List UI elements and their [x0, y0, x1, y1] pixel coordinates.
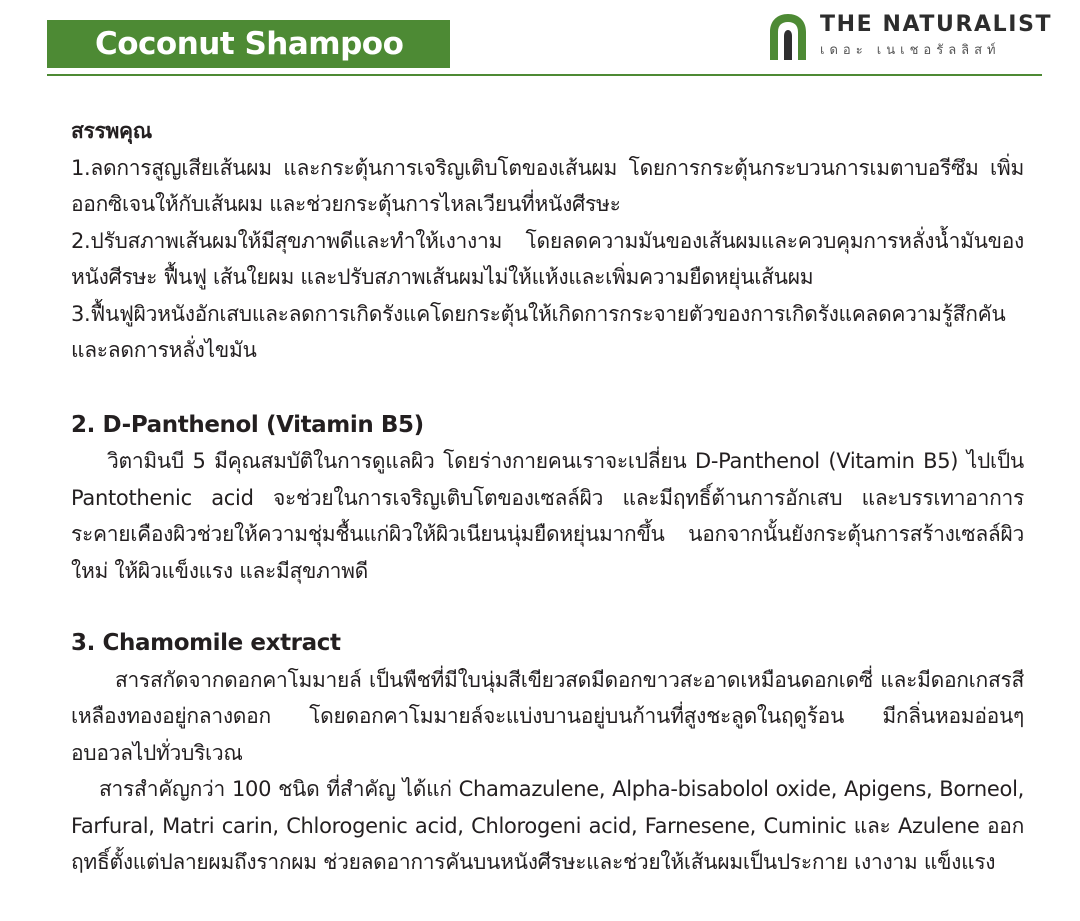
section-3-paragraph-2: สารสำคัญกว่า 100 ชนิด ที่สำคัญ ได้แก่ Chamazulene, Alpha-bisabolol oxide, Apigens, Borneol, Farfural, Matri carin, Chlorogenic acid, Chlorogeni acid, Farnesene, Cuminic และ Azulene ออกฤทธิ์ตั้งแต่ปลายผมถึงรากผม ช่วยลดอาการคันบนหนังศีรษะและช่วยให้เส้นผมเป็นประกาย เงางาม แข็งแรง [71, 777, 1024, 874]
benefit-item-2: 2.ปรับสภาพเส้นผมให้มีสุขภาพดีและทำให้เงางาม โดยลดความมันของเส้นผมและควบคุมการหลั่งน้ำมันของหนังศีรษะ ฟื้นฟู เส้นใยผม และปรับสภาพเส้นผมไม่ให้แห้งและเพิ่มความยืดหยุ่นเส้นผม [71, 228, 1024, 289]
brand-logo [764, 8, 1060, 64]
section-spacer [71, 589, 1024, 625]
section-spacer [71, 369, 1024, 407]
benefit-item-1: 1.ลดการสูญเสียเส้นผม และกระตุ้นการเจริญเติบโตของเส้นผม โดยการกระตุ้นกระบวนการเมตาบอรีซึม เพิ่มออกซิเจนให้กับเส้นผม และช่วยกระตุ้นการไหลเวียนที่หนังศีรษะ [71, 155, 1024, 216]
page-title: Coconut Shampoo [95, 26, 404, 62]
benefits-heading: สรรพคุณ [71, 119, 152, 143]
header-divider [47, 74, 1042, 76]
section-2-paragraph: วิตามินบี 5 มีคุณสมบัติในการดูแลผิว โดยร่างกายคนเราจะเปลี่ยน D-Panthenol (Vitamin B5) ไปเป็น Pantothenic acid จะช่วยในการเจริญเติบโตของเซลล์ผิว และมีฤทธิ์ต้านการอักเสบ และบรรเทาอาการระคายเคืองผิวช่วยให้ความชุ่มชื้นแก่ผิวให้ผิวเนียนนุ่มยืดหยุ่นมากขึ้น นอกจากนั้นยังกระตุ้นการสร้างเซลล์ผิวใหม่ ให้ผิวแข็งแรง และมีสุขภาพดี [71, 449, 1024, 583]
document-body [71, 113, 1024, 881]
section-3-heading: 3. Chamomile extract [71, 630, 341, 656]
section-2-heading: 2. D-Panthenol (Vitamin B5) [71, 411, 424, 438]
brand-name: THE NATURALIST [820, 12, 1053, 37]
benefit-item-3: 3.ฟื้นฟูผิวหนังอักเสบและลดการเกิดรังแคโดยกระตุ้นให้เกิดการกระจายตัวของการเกิดรังแคลดความรู้สึกคันและลดการหลั่งไขมัน [71, 301, 1006, 362]
page-title-bar [47, 20, 450, 68]
leaf-n-logo-icon [764, 10, 812, 62]
section-3-paragraph-1: สารสกัดจากดอกคาโมมายล์ เป็นพืชที่มีใบนุ่มสีเขียวสดมีดอกขาวสะอาดเหมือนดอกเดซี่ และมีดอกเกสรสีเหลืองทองอยู่กลางดอก โดยดอกคาโมมายล์จะแบ่งบานอยู่บนก้านที่สูงชะลูดในฤดูร้อน มีกลิ่นหอมอ่อนๆ อบอวลไปทั่วบริเวณ [71, 667, 1024, 765]
brand-name-thai: เดอะ เนเชอรัลลิสท์ [820, 43, 1001, 58]
